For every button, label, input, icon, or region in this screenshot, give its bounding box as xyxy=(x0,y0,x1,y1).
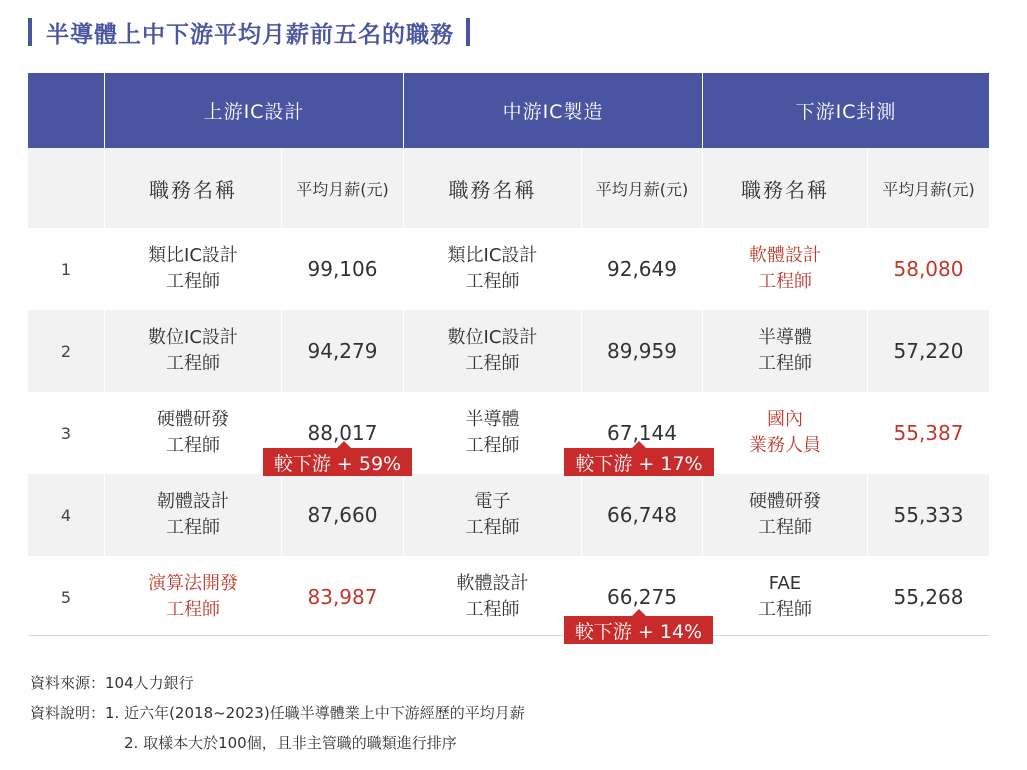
job-cell-upstream xyxy=(105,392,282,474)
job-title-line1: 類比IC設計 xyxy=(148,245,238,266)
table-body xyxy=(28,228,989,638)
salary-cell-downstream: 58,080 xyxy=(893,257,964,281)
job-title-line2: 工程師 xyxy=(165,271,220,292)
job-cell-downstream xyxy=(703,228,868,310)
job-cell-midstream xyxy=(404,556,582,638)
job-cell-upstream xyxy=(105,228,282,310)
badge-arrow-upstream xyxy=(337,441,351,448)
job-title-line1: FAE xyxy=(768,573,802,594)
job-title-line1: 半導體 xyxy=(465,409,520,430)
job-title-line2: 工程師 xyxy=(465,517,520,538)
note-source: 資料來源：104人力銀行 xyxy=(30,674,194,692)
job-title-line1: 國內 xyxy=(767,409,803,430)
table-bottom-divider xyxy=(28,635,989,636)
badge-arrow-midstream-5 xyxy=(632,609,646,616)
job-title-line2: 工程師 xyxy=(465,599,520,620)
table-row xyxy=(28,392,989,474)
job-cell-midstream xyxy=(404,310,582,392)
salary-cell-midstream: 67,144 xyxy=(582,392,703,474)
job-title-line2: 工程師 xyxy=(465,353,520,374)
job-cell-upstream xyxy=(105,556,282,638)
page-title: 半導體上中下游平均月薪前五名的職務 xyxy=(46,21,454,48)
job-title-line1: 類比IC設計 xyxy=(447,245,538,266)
salary-cell-upstream: 88,017 xyxy=(282,392,404,474)
job-title-line1: 硬體研發 xyxy=(157,409,229,430)
notes-section xyxy=(30,668,525,758)
job-cell-upstream xyxy=(105,474,282,556)
job-title-line2: 工程師 xyxy=(166,599,220,620)
group-header-midstream: 中游IC製造 xyxy=(404,73,703,148)
rank-cell: 1 xyxy=(28,228,105,310)
job-title-line2: 工程師 xyxy=(465,435,520,456)
badge-midstream-diff-5: 較下游 + 14% xyxy=(564,616,713,644)
salary-table xyxy=(28,73,989,638)
job-title-line1: 數位IC設計 xyxy=(447,327,538,348)
salary-cell-downstream: 55,268 xyxy=(893,585,964,609)
job-cell-midstream xyxy=(404,474,582,556)
subheader-corner xyxy=(28,148,105,228)
salary-cell-upstream: 83,987 xyxy=(282,556,404,638)
rank-cell: 3 xyxy=(28,392,105,474)
badge-midstream-diff-3: 較下游 + 17% xyxy=(564,448,714,476)
table-row xyxy=(28,556,989,638)
job-cell-downstream xyxy=(703,392,868,474)
table-row xyxy=(28,228,989,310)
salary-cell-upstream: 87,660 xyxy=(282,474,404,556)
badge-arrow-midstream-3 xyxy=(632,441,646,448)
job-title-line2: 工程師 xyxy=(758,271,812,292)
job-title-line2: 工程師 xyxy=(165,353,220,374)
job-title-line2: 工程師 xyxy=(758,517,812,538)
salary-cell-downstream: 55,387 xyxy=(893,421,964,445)
note-description-2: 2. 取樣本大於100個，且非主管職的職類進行排序 xyxy=(124,734,457,752)
salary-cell-midstream: 66,748 xyxy=(582,474,703,556)
job-title-line1: 軟體設計 xyxy=(749,245,821,266)
job-title-line2: 工程師 xyxy=(166,517,220,538)
salary-cell-upstream: 94,279 xyxy=(282,310,404,392)
job-cell-downstream xyxy=(703,474,868,556)
group-header-downstream: 下游IC封測 xyxy=(795,101,897,123)
salary-cell-midstream: 66,275 xyxy=(582,556,703,638)
job-title-line2: 工程師 xyxy=(465,271,520,292)
job-title-line2: 工程師 xyxy=(758,599,812,620)
table-row xyxy=(28,474,989,556)
salary-cell-midstream: 92,649 xyxy=(582,228,703,310)
rank-cell: 5 xyxy=(28,556,105,638)
subheader-salary-midstream: 平均月薪(元) xyxy=(582,148,703,228)
job-title-line1: 半導體 xyxy=(758,327,812,348)
job-title-line1: 電子 xyxy=(474,491,511,512)
subheader-job-downstream: 職務名稱 xyxy=(703,148,868,228)
header-corner-cell xyxy=(28,73,105,148)
subheader-job-upstream: 職務名稱 xyxy=(105,148,282,228)
table-row xyxy=(28,310,989,392)
rank-cell: 2 xyxy=(28,310,105,392)
rank-cell: 4 xyxy=(28,474,105,556)
group-header-row xyxy=(28,73,989,148)
column-header-row xyxy=(28,148,989,228)
note-description-1: 資料說明：1. 近六年(2018~2023)任職半導體業上中下游經歷的平均月薪 xyxy=(30,704,525,722)
job-title-line1: 軟體設計 xyxy=(456,573,529,594)
job-cell-midstream xyxy=(404,228,582,310)
job-cell-upstream xyxy=(105,310,282,392)
subheader-job-midstream: 職務名稱 xyxy=(404,148,582,228)
subheader-salary-upstream: 平均月薪(元) xyxy=(282,148,404,228)
badge-upstream-diff: 較下游 + 59% xyxy=(263,448,412,476)
job-title-line2: 工程師 xyxy=(166,435,220,456)
job-title-line1: 數位IC設計 xyxy=(148,327,238,348)
job-title-line2: 工程師 xyxy=(758,353,812,374)
salary-cell-upstream: 99,106 xyxy=(282,228,404,310)
job-title-line2: 業務人員 xyxy=(749,435,821,456)
subheader-salary-downstream: 平均月薪(元) xyxy=(882,179,975,199)
job-title-line1: 韌體設計 xyxy=(157,491,229,512)
job-title-line1: 硬體研發 xyxy=(749,491,821,512)
group-header-upstream: 上游IC設計 xyxy=(105,73,404,148)
job-cell-downstream xyxy=(703,310,868,392)
title-right-bar xyxy=(466,18,470,46)
job-cell-midstream xyxy=(404,392,582,474)
salary-cell-midstream: 89,959 xyxy=(582,310,703,392)
salary-cell-downstream: 55,333 xyxy=(893,503,964,527)
salary-cell-downstream: 57,220 xyxy=(893,339,964,363)
job-cell-downstream xyxy=(703,556,868,638)
page-title-block xyxy=(28,16,470,48)
job-title-line1: 演算法開發 xyxy=(148,573,238,594)
